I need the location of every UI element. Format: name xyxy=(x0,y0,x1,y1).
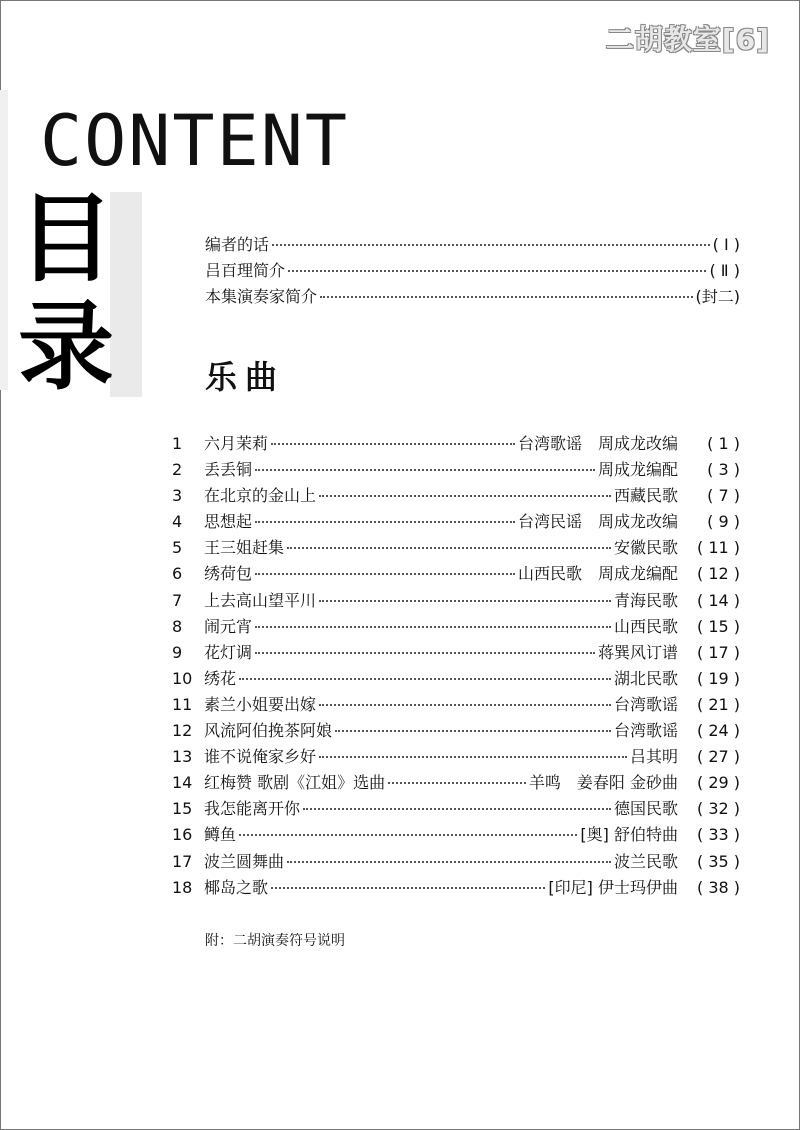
song-info: 周成龙编配 xyxy=(597,460,678,480)
song-page: ( 35 ) xyxy=(696,851,740,871)
toc-title: 编者的话 xyxy=(205,235,270,254)
leader-dots xyxy=(287,861,611,863)
song-title: 我怎能离开你 xyxy=(204,799,301,819)
song-title: 闹元宵 xyxy=(204,616,253,636)
leader-dots xyxy=(319,704,611,706)
appendix-note: 附：二胡演奏符号说明 xyxy=(205,933,345,949)
leader-dots xyxy=(239,678,611,680)
song-page: ( 33 ) xyxy=(696,825,740,845)
song-number: 1 xyxy=(172,434,183,453)
toc-entry-preface-1[interactable] xyxy=(205,232,740,258)
song-number: 4 xyxy=(172,512,183,532)
song-entry[interactable] xyxy=(172,457,740,483)
song-title: 鳟鱼 xyxy=(204,825,237,845)
song-number: 7 xyxy=(172,590,183,610)
song-info: 台湾歌谣 xyxy=(613,694,678,714)
song-title: 绣花 xyxy=(204,668,237,688)
toc-page: ( Ⅰ ) xyxy=(712,235,740,254)
song-title: 上去高山望平川 xyxy=(204,590,317,610)
song-title: 风流阿伯挽茶阿娘 xyxy=(204,721,333,741)
song-page: ( 27 ) xyxy=(696,747,740,767)
book-title: 二胡教室[6] xyxy=(605,23,770,56)
song-page: ( 38 ) xyxy=(696,877,740,897)
song-info: 台湾民谣 周成龙改编 xyxy=(517,512,678,532)
song-page: ( 9 ) xyxy=(707,512,740,532)
song-entry[interactable] xyxy=(172,718,740,744)
leader-dots xyxy=(255,469,595,471)
song-entry[interactable] xyxy=(172,588,740,614)
song-page: ( 19 ) xyxy=(696,668,740,688)
preface-list xyxy=(205,232,740,310)
song-number: 18 xyxy=(172,877,193,897)
song-number: 5 xyxy=(172,538,183,558)
song-entry[interactable] xyxy=(172,431,740,457)
song-page: ( 24 ) xyxy=(696,721,740,741)
song-info: 吕其明 xyxy=(629,747,678,767)
leader-dots xyxy=(272,244,710,246)
song-info: 湖北民歌 xyxy=(613,668,678,688)
toc-page: (封二) xyxy=(695,287,740,306)
leader-dots xyxy=(288,270,706,272)
song-info: 波兰民歌 xyxy=(613,851,678,871)
song-entry[interactable] xyxy=(172,849,740,875)
toc-page: ( Ⅱ ) xyxy=(709,261,740,280)
mulu-heading xyxy=(18,185,118,401)
song-title: 在北京的金山上 xyxy=(204,486,317,506)
leader-dots xyxy=(388,782,526,784)
song-title: 思想起 xyxy=(204,512,253,532)
song-entry[interactable] xyxy=(172,483,740,509)
mulu-char-2: 录 xyxy=(18,291,114,403)
song-title: 王三姐赶集 xyxy=(204,538,285,558)
song-title: 绣荷包 xyxy=(204,564,253,584)
song-number: 3 xyxy=(172,486,183,506)
song-number: 16 xyxy=(172,825,193,845)
song-page: ( 12 ) xyxy=(696,564,740,584)
song-info: 蒋巽风订谱 xyxy=(597,642,678,662)
mulu-char-1: 目 xyxy=(18,183,114,295)
leader-dots xyxy=(239,834,577,836)
song-entry[interactable] xyxy=(172,614,740,640)
leader-dots xyxy=(255,573,515,575)
song-title: 波兰圆舞曲 xyxy=(204,851,285,871)
song-page: ( 1 ) xyxy=(707,434,740,453)
song-page: ( 3 ) xyxy=(707,460,740,480)
leader-dots xyxy=(319,495,611,497)
leader-dots xyxy=(335,730,611,732)
leader-dots xyxy=(319,600,611,602)
song-info: 台湾歌谣 周成龙改编 xyxy=(517,434,678,453)
song-entry[interactable] xyxy=(172,640,740,666)
song-title: 六月茉莉 xyxy=(204,434,269,453)
song-list xyxy=(172,431,740,901)
song-number: 11 xyxy=(172,694,193,714)
toc-entry-preface-2[interactable] xyxy=(205,258,740,284)
song-number: 13 xyxy=(172,747,193,767)
song-entry[interactable] xyxy=(172,509,740,535)
song-title: 花灯调 xyxy=(204,642,253,662)
content-heading: CONTENT xyxy=(40,100,350,182)
song-info: 山西民歌 周成龙编配 xyxy=(517,564,678,584)
song-title: 谁不说俺家乡好 xyxy=(204,747,317,767)
song-number: 17 xyxy=(172,851,193,871)
song-info: 青海民歌 xyxy=(613,590,678,610)
section-title: 乐曲 xyxy=(205,358,286,396)
leader-dots xyxy=(287,547,611,549)
song-info: 山西民歌 xyxy=(613,616,678,636)
song-page: ( 14 ) xyxy=(696,590,740,610)
song-entry[interactable] xyxy=(172,692,740,718)
song-number: 10 xyxy=(172,668,193,688)
song-number: 2 xyxy=(172,460,183,480)
song-number: 6 xyxy=(172,564,183,584)
leader-dots xyxy=(255,652,595,654)
leader-dots xyxy=(303,808,611,810)
song-page: ( 11 ) xyxy=(696,538,740,558)
leader-dots xyxy=(255,626,611,628)
song-number: 14 xyxy=(172,773,193,793)
song-title: 红梅赞 歌剧《江姐》选曲 xyxy=(204,773,386,793)
song-page: ( 17 ) xyxy=(696,642,740,662)
song-number: 15 xyxy=(172,799,193,819)
song-page: ( 32 ) xyxy=(696,799,740,819)
song-page: ( 7 ) xyxy=(707,486,740,506)
leader-dots xyxy=(320,296,692,298)
song-title: 素兰小姐要出嫁 xyxy=(204,694,317,714)
song-number: 9 xyxy=(172,642,183,662)
song-title: 椰岛之歌 xyxy=(204,877,269,897)
toc-title: 本集演奏家简介 xyxy=(205,287,318,306)
leader-dots xyxy=(271,443,515,445)
song-entry[interactable] xyxy=(172,561,740,587)
song-info: [印尼] 伊士玛伊曲 xyxy=(548,877,678,897)
toc-title: 吕百理简介 xyxy=(205,261,286,280)
song-entry[interactable] xyxy=(172,822,740,848)
song-info: 羊鸣 姜春阳 金砂曲 xyxy=(528,773,678,793)
edge-shade xyxy=(0,90,8,390)
song-info: 德国民歌 xyxy=(613,799,678,819)
song-entry[interactable] xyxy=(172,770,740,796)
leader-dots xyxy=(255,521,515,523)
song-number: 8 xyxy=(172,616,183,636)
song-info: 安徽民歌 xyxy=(613,538,678,558)
song-entry[interactable] xyxy=(172,744,740,770)
song-entry[interactable] xyxy=(172,535,740,561)
song-number: 12 xyxy=(172,721,193,741)
song-page: ( 15 ) xyxy=(696,616,740,636)
toc-entry-preface-3[interactable] xyxy=(205,284,740,310)
song-page: ( 21 ) xyxy=(696,694,740,714)
song-info: [奥] 舒伯特曲 xyxy=(580,825,678,845)
song-entry[interactable] xyxy=(172,666,740,692)
song-info: 西藏民歌 xyxy=(613,486,678,506)
leader-dots xyxy=(271,887,545,889)
song-title: 丢丢铜 xyxy=(204,460,253,480)
song-entry[interactable] xyxy=(172,796,740,822)
song-entry[interactable] xyxy=(172,875,740,901)
song-info: 台湾歌谣 xyxy=(613,721,678,741)
leader-dots xyxy=(319,756,627,758)
song-page: ( 29 ) xyxy=(696,773,740,793)
